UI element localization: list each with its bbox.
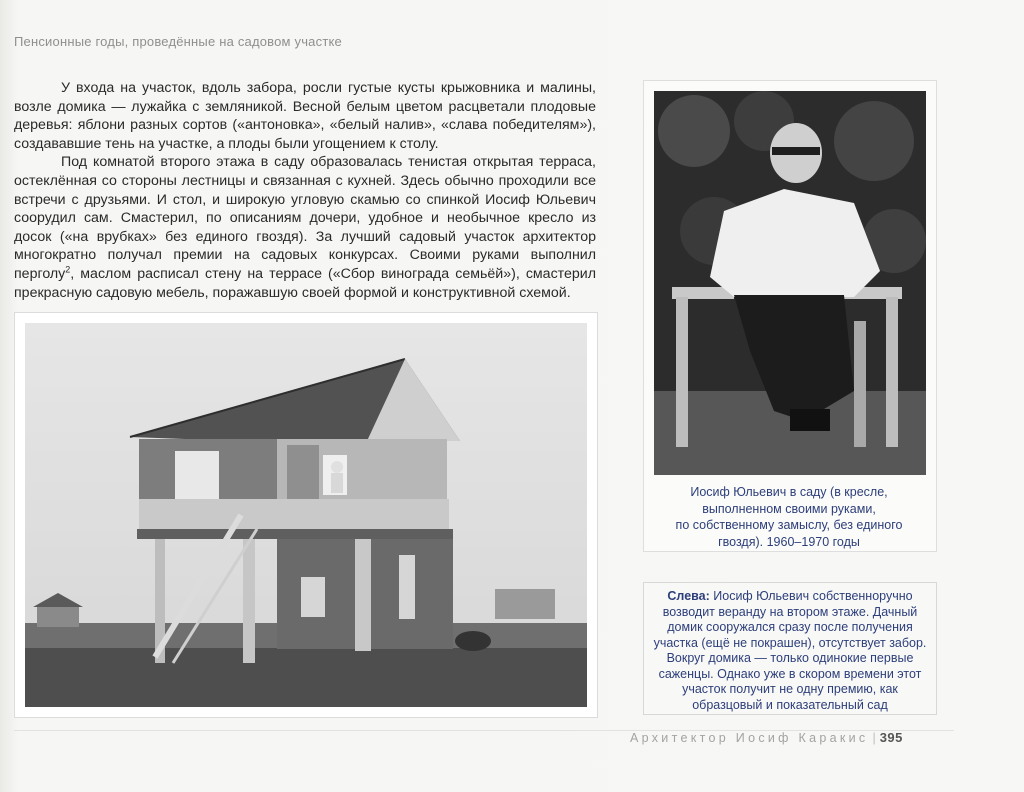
running-header: Пенсионные годы, проведённые на садовом участке	[14, 34, 342, 49]
caption-right-line-1: Иосиф Юльевич в саду (в кресле,	[690, 485, 888, 499]
footer-separator: |	[872, 731, 876, 745]
caption-right-photo	[652, 484, 926, 550]
paragraph-2-part-1: Под комнатой второго этажа в саду образовалась тенистая открытая терраса, остеклённая со стороны лестницы и связанная с кухней. Здесь обычно проходили все встречи с друзьями. И стол, и широкую угловую скамью со спинкой Иосиф Юльевич соорудил сам. Смастерил, по описаниям дочери, удобное и необычное кресло из досок («на врубках» без единого гвоздя). За лучший садовый участок архитектор многократно получал премии на садовых конкурсах. Своими руками выполнил перголу	[14, 154, 596, 282]
footnote-marker[interactable]: 2	[65, 264, 71, 275]
caption-left-label: Слева:	[667, 589, 710, 603]
caption-left-photo-box	[643, 582, 937, 715]
footer-book-title: Архитектор Иосиф Каракис	[630, 731, 869, 745]
paragraph-1: У входа на участок, вдоль забора, росли густые кусты крыжовника и малины, возле домика — лужайка с земляникой. Весной белым цветом расцветали плодовые деревья: яблони разных сортов («антоновка», «белый налив», «слава победителям»), создававшие тень на участке, а плоды были угощением к столу.	[14, 80, 596, 152]
paragraph-2-part-2: , маслом расписал стену на террасе («Сбор винограда семьёй»), смастерил прекрасную садовую мебель, поражавшую своей формой и конструктивной схемой.	[14, 265, 596, 301]
photo-man-in-chair-frame	[643, 80, 937, 552]
man-in-chair-photo-illustration	[654, 91, 926, 475]
caption-left-text: Иосиф Юльевич собственноручно возводит веранду на втором этаже. Дачный домик сооружался сразу после получения участка (ещё не покрашен), отсутствует забор. Вокруг домика — только одинокие первые саженцы. Однако уже в скором времени этот участок получит не одну премию, как образцовый и показательный сад	[653, 589, 927, 712]
footer	[630, 730, 903, 745]
caption-right-line-3: по собственному замыслу, без единого	[675, 518, 903, 532]
page-number: 395	[879, 730, 903, 745]
house-photo-illustration	[25, 323, 587, 707]
caption-right-line-4: гвоздя). 1960–1970 годы	[718, 534, 860, 549]
body-text	[14, 79, 596, 302]
caption-left-photo	[653, 589, 927, 713]
photo-house-construction	[14, 312, 598, 718]
paragraph-2	[14, 153, 596, 302]
caption-right-line-2: выполненном своими руками,	[702, 501, 876, 516]
